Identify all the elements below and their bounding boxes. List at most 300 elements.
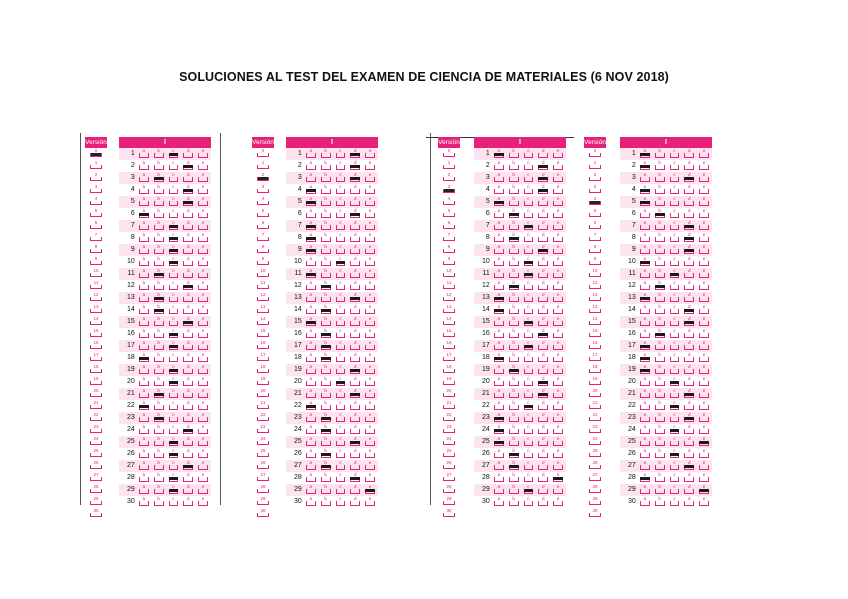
answer-mark <box>169 441 179 444</box>
version-cell <box>438 508 460 520</box>
option-letter: e <box>201 244 205 249</box>
option-letter: c <box>172 184 175 189</box>
option-bubble-b <box>507 376 521 388</box>
option-letter: d <box>542 496 545 501</box>
option-bubble-b <box>507 232 521 244</box>
option-letter: e <box>556 340 560 345</box>
version-digit: 5 <box>593 208 597 213</box>
bubble-box <box>655 225 665 230</box>
bubble-box <box>350 273 360 278</box>
option-bubble-a <box>492 484 506 496</box>
option-letter: e <box>201 472 205 477</box>
bubble-box <box>306 261 316 266</box>
option-letter: d <box>187 460 190 465</box>
option-bubble-b <box>319 184 333 196</box>
version-cell <box>584 184 606 196</box>
option-letter: c <box>339 292 342 297</box>
version-cell <box>252 376 274 388</box>
bubble-box <box>154 321 164 326</box>
version-digit: 19 <box>93 376 99 381</box>
option-letter: b <box>658 292 661 297</box>
option-letter: b <box>658 376 661 381</box>
question-row <box>119 352 211 364</box>
bubble-box <box>538 261 548 266</box>
option-letter: c <box>673 256 676 261</box>
bubble-box <box>640 321 650 326</box>
option-letter: d <box>688 184 691 189</box>
option-bubble-d <box>181 448 195 460</box>
bubble-box <box>443 513 455 517</box>
question-number: 6 <box>297 210 302 217</box>
option-bubble-e <box>196 376 210 388</box>
option-bubble-e <box>363 292 377 304</box>
bubble-box <box>350 189 360 194</box>
option-bubble-c <box>334 424 348 436</box>
version-digit: 19 <box>446 376 452 381</box>
option-bubble-c <box>668 316 682 328</box>
option-bubble-d <box>181 220 195 232</box>
bubble-box <box>154 441 164 446</box>
option-letter: e <box>368 400 372 405</box>
bubble-box <box>699 237 709 242</box>
bubble-box <box>350 501 360 506</box>
bubble-box <box>538 273 548 278</box>
option-bubble-e <box>196 352 210 364</box>
version-cell <box>584 280 606 292</box>
question-row <box>620 484 712 496</box>
version-cell <box>252 256 274 268</box>
option-letter: c <box>527 148 530 153</box>
option-bubble-a <box>638 304 652 316</box>
option-bubble-c <box>668 472 682 484</box>
option-bubble-d <box>181 292 195 304</box>
bubble-box <box>365 441 375 446</box>
answer-mark <box>640 477 650 480</box>
answer-mark <box>321 453 331 456</box>
option-letter: c <box>172 232 175 237</box>
version-cell <box>584 172 606 184</box>
option-bubble-c <box>167 400 181 412</box>
option-letter: e <box>702 448 706 453</box>
option-bubble-b <box>653 436 667 448</box>
option-letter: a <box>142 268 145 273</box>
option-letter: d <box>354 424 357 429</box>
bubble-box <box>139 453 149 458</box>
option-bubble-e <box>363 304 377 316</box>
option-bubble-b <box>507 220 521 232</box>
option-bubble-b <box>507 280 521 292</box>
version-cell <box>252 328 274 340</box>
bubble-box <box>494 213 504 218</box>
version-cell <box>85 244 107 256</box>
option-letter: e <box>201 400 205 405</box>
bubble-box <box>655 393 665 398</box>
version-cell <box>584 160 606 172</box>
version-digit: 22 <box>446 412 452 417</box>
bubble-box <box>699 381 709 386</box>
option-letter: c <box>172 424 175 429</box>
option-letter: a <box>142 460 145 465</box>
bubble-box <box>684 345 694 350</box>
version-cell <box>438 340 460 352</box>
answer-mark <box>169 333 179 336</box>
bubble-box <box>139 153 149 158</box>
option-bubble-e <box>363 328 377 340</box>
bubble-box <box>640 417 650 422</box>
question-row <box>620 340 712 352</box>
question-row <box>474 364 566 376</box>
bubble-box <box>670 225 680 230</box>
option-bubble-e <box>551 160 565 172</box>
option-letter: a <box>497 424 500 429</box>
answer-mark <box>640 201 650 204</box>
option-bubble-e <box>697 448 711 460</box>
bubble-box <box>321 297 331 302</box>
option-bubble-e <box>697 412 711 424</box>
bubble-box <box>183 261 193 266</box>
option-letter: c <box>527 172 530 177</box>
bubble-box <box>154 357 164 362</box>
option-bubble-d <box>536 268 550 280</box>
option-letter: b <box>157 340 160 345</box>
option-bubble-e <box>363 184 377 196</box>
question-number: 16 <box>294 330 302 337</box>
bubble-box <box>183 153 193 158</box>
option-letter: a <box>309 340 312 345</box>
answer-mark <box>524 345 534 348</box>
option-letter: a <box>643 448 646 453</box>
option-bubble-e <box>697 388 711 400</box>
option-bubble-a <box>638 316 652 328</box>
bubble-box <box>350 249 360 254</box>
option-letter: b <box>157 484 160 489</box>
option-bubble-d <box>682 364 696 376</box>
option-bubble-d <box>682 268 696 280</box>
bubble-box <box>154 201 164 206</box>
option-letter: c <box>339 484 342 489</box>
option-letter: e <box>556 364 560 369</box>
option-bubble-a <box>492 340 506 352</box>
option-letter: e <box>556 292 560 297</box>
option-bubble-e <box>551 412 565 424</box>
bubble-box <box>443 237 455 241</box>
option-letter: d <box>542 388 545 393</box>
option-bubble-e <box>196 364 210 376</box>
option-letter: b <box>157 328 160 333</box>
option-bubble-e <box>697 496 711 508</box>
option-letter: d <box>688 304 691 309</box>
option-bubble-e <box>551 268 565 280</box>
bubble-box <box>198 393 208 398</box>
option-letter: a <box>142 364 145 369</box>
bubble-box <box>589 441 601 445</box>
option-bubble-e <box>697 280 711 292</box>
question-number: 23 <box>628 414 636 421</box>
version-digit: 29 <box>260 496 266 501</box>
option-letter: d <box>688 352 691 357</box>
option-letter: a <box>497 220 500 225</box>
option-bubble-d <box>536 232 550 244</box>
question-number: 19 <box>482 366 490 373</box>
bubble-box <box>699 285 709 290</box>
bubble-box <box>553 429 563 434</box>
option-letter: c <box>172 352 175 357</box>
bubble-box <box>538 429 548 434</box>
bubble-box <box>365 153 375 158</box>
bubble-box <box>350 465 360 470</box>
option-bubble-b <box>319 172 333 184</box>
bubble-box <box>154 165 164 170</box>
question-number: 20 <box>127 378 135 385</box>
bubble-box <box>306 333 316 338</box>
bubble-box <box>655 465 665 470</box>
option-letter: d <box>688 148 691 153</box>
bubble-box <box>336 189 346 194</box>
option-bubble-e <box>697 232 711 244</box>
option-bubble-a <box>137 376 151 388</box>
bubble-box <box>655 153 665 158</box>
option-bubble-a <box>304 268 318 280</box>
option-bubble-e <box>363 460 377 472</box>
version-digit: 4 <box>447 196 451 201</box>
option-bubble-d <box>348 232 362 244</box>
option-letter: a <box>309 292 312 297</box>
bubble-box <box>321 273 331 278</box>
option-bubble-e <box>697 184 711 196</box>
bubble-box <box>257 465 269 469</box>
version-header: Versión <box>584 139 606 146</box>
bubble-box <box>257 285 269 289</box>
question-number: 10 <box>482 258 490 265</box>
bubble-box <box>509 201 519 206</box>
answer-mark <box>670 381 680 384</box>
option-bubble-d <box>682 172 696 184</box>
option-bubble-c <box>334 400 348 412</box>
bubble-box <box>670 309 680 314</box>
bubble-box <box>538 453 548 458</box>
bubble-box <box>321 201 331 206</box>
option-letter: d <box>354 172 357 177</box>
version-cell <box>252 388 274 400</box>
option-letter: b <box>157 292 160 297</box>
bubble-box <box>684 165 694 170</box>
answer-mark <box>494 201 504 204</box>
bubble-box <box>524 501 534 506</box>
bubble-box <box>494 489 504 494</box>
bubble-box <box>198 237 208 242</box>
option-letter: d <box>542 340 545 345</box>
option-letter: b <box>324 220 327 225</box>
option-bubble-a <box>304 424 318 436</box>
version-cell <box>85 508 107 520</box>
option-letter: a <box>142 424 145 429</box>
version-cell <box>85 484 107 496</box>
option-letter: e <box>201 424 205 429</box>
option-letter: c <box>339 328 342 333</box>
question-number: 25 <box>482 438 490 445</box>
option-letter: d <box>354 436 357 441</box>
bubble-box <box>183 309 193 314</box>
bubble-box <box>670 153 680 158</box>
answer-mark <box>538 333 548 336</box>
version-header: Versión <box>438 139 460 146</box>
bubble-box <box>670 489 680 494</box>
version-cell <box>85 268 107 280</box>
question-number: 7 <box>297 222 302 229</box>
option-letter: a <box>309 472 312 477</box>
option-bubble-d <box>536 400 550 412</box>
version-digit: 14 <box>93 316 99 321</box>
bubble-box <box>350 357 360 362</box>
bubble-box <box>198 489 208 494</box>
option-bubble-c <box>167 484 181 496</box>
option-bubble-e <box>196 496 210 508</box>
option-letter: d <box>354 340 357 345</box>
option-letter: b <box>512 388 515 393</box>
bubble-box <box>257 165 269 169</box>
option-bubble-b <box>152 184 166 196</box>
version-digit: 1 <box>447 160 451 165</box>
question-row <box>119 220 211 232</box>
bubble-box <box>443 153 455 157</box>
option-letter: d <box>187 364 190 369</box>
option-bubble-a <box>137 352 151 364</box>
option-letter: a <box>142 184 145 189</box>
version-digit: 29 <box>592 496 598 501</box>
question-number: 30 <box>294 498 302 505</box>
version-digit: 28 <box>260 484 266 489</box>
bubble-box <box>198 453 208 458</box>
option-letter: c <box>527 436 530 441</box>
question-row <box>474 244 566 256</box>
option-letter: b <box>658 364 661 369</box>
option-letter: a <box>309 316 312 321</box>
version-digit: 1 <box>94 160 98 165</box>
bubble-box <box>655 501 665 506</box>
question-number: 28 <box>482 474 490 481</box>
option-letter: b <box>157 412 160 417</box>
answer-mark <box>640 261 650 264</box>
option-bubble-c <box>522 232 536 244</box>
bubble-box <box>443 393 455 397</box>
option-letter: d <box>354 460 357 465</box>
option-letter: b <box>157 160 160 165</box>
bubble-box <box>90 273 102 277</box>
option-bubble-e <box>697 436 711 448</box>
option-bubble-c <box>334 292 348 304</box>
question-row <box>620 208 712 220</box>
option-bubble-a <box>137 388 151 400</box>
option-bubble-b <box>319 244 333 256</box>
option-bubble-d <box>181 160 195 172</box>
bubble-box <box>306 285 316 290</box>
option-letter: d <box>542 148 545 153</box>
option-letter: d <box>354 256 357 261</box>
option-bubble-b <box>152 400 166 412</box>
option-bubble-b <box>152 340 166 352</box>
answer-mark <box>154 309 164 312</box>
bubble-box <box>538 285 548 290</box>
bubble-box <box>553 393 563 398</box>
bubble-box <box>350 225 360 230</box>
bubble-box <box>321 225 331 230</box>
question-number: 3 <box>297 174 302 181</box>
option-letter: a <box>142 172 145 177</box>
bubble-box <box>494 165 504 170</box>
option-letter: b <box>512 304 515 309</box>
option-bubble-c <box>334 184 348 196</box>
bubble-box <box>655 441 665 446</box>
bubble-box <box>509 189 519 194</box>
bubble-box <box>365 225 375 230</box>
option-bubble-c <box>167 232 181 244</box>
bubble-box <box>306 177 316 182</box>
option-bubble-a <box>304 256 318 268</box>
option-letter: a <box>497 256 500 261</box>
option-letter: e <box>556 412 560 417</box>
bubble-box <box>321 213 331 218</box>
bubble-box <box>684 333 694 338</box>
option-letter: b <box>157 304 160 309</box>
option-bubble-a <box>304 400 318 412</box>
option-bubble-c <box>668 460 682 472</box>
bubble-box <box>154 405 164 410</box>
bubble-box <box>257 345 269 349</box>
option-letter: b <box>658 208 661 213</box>
bubble-box <box>139 369 149 374</box>
option-bubble-b <box>653 256 667 268</box>
option-letter: c <box>172 316 175 321</box>
version-cell <box>252 460 274 472</box>
version-digit: 6 <box>593 220 597 225</box>
answer-mark <box>655 213 665 216</box>
bubble-box <box>306 213 316 218</box>
question-number: 29 <box>127 486 135 493</box>
option-bubble-e <box>196 268 210 280</box>
option-bubble-a <box>304 160 318 172</box>
option-letter: b <box>157 172 160 177</box>
bubble-box <box>257 441 269 445</box>
option-bubble-b <box>653 448 667 460</box>
option-letter: c <box>339 148 342 153</box>
option-bubble-e <box>196 244 210 256</box>
bubble-box <box>257 477 269 481</box>
option-bubble-b <box>319 364 333 376</box>
version-digit: 17 <box>592 352 598 357</box>
question-number: 12 <box>294 282 302 289</box>
bubble-box <box>336 489 346 494</box>
version-cell <box>438 436 460 448</box>
option-letter: e <box>702 256 706 261</box>
question-number: 24 <box>628 426 636 433</box>
option-letter: e <box>556 256 560 261</box>
answer-mark <box>494 153 504 156</box>
bubble-box <box>154 453 164 458</box>
option-letter: b <box>324 352 327 357</box>
option-bubble-d <box>682 316 696 328</box>
question-number: 25 <box>628 438 636 445</box>
version-column <box>85 137 107 520</box>
bubble-box <box>589 393 601 397</box>
question-number: 12 <box>482 282 490 289</box>
option-letter: d <box>688 244 691 249</box>
bubble-box <box>524 429 534 434</box>
bubble-box <box>336 177 346 182</box>
bubble-box <box>90 201 102 205</box>
bubble-box <box>169 501 179 506</box>
bubble-box <box>655 321 665 326</box>
option-letter: d <box>688 496 691 501</box>
